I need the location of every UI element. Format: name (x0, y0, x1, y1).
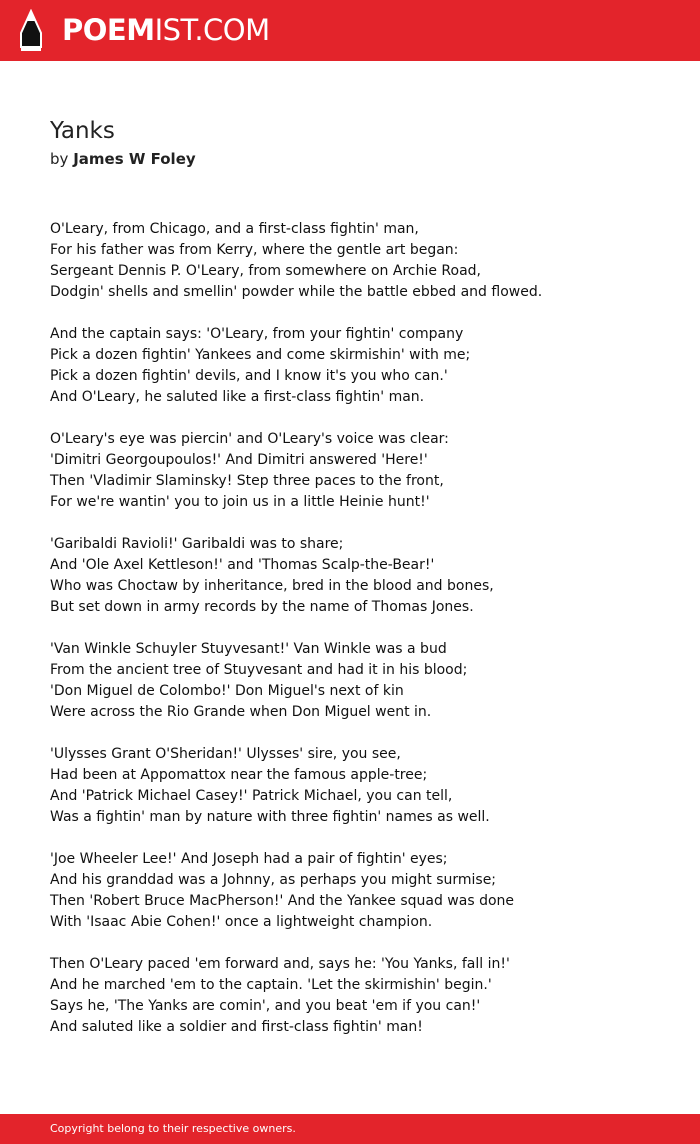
poem-title: Yanks (50, 118, 115, 144)
poem-line: 'Garibaldi Ravioli!' Garibaldi was to share; (50, 536, 344, 552)
copyright-notice: Copyright belong to their respective owners. (50, 1122, 296, 1135)
pencil-icon[interactable] (17, 9, 45, 53)
poem-line: Then 'Robert Bruce MacPherson!' And the Yankee squad was done (50, 893, 515, 909)
poem-line: And O'Leary, he saluted like a first-class fightin' man. (50, 389, 425, 405)
poem-line: From the ancient tree of Stuyvesant and had it in his blood; (50, 662, 468, 678)
poem-line: 'Van Winkle Schuyler Stuyvesant!' Van Winkle was a bud (50, 641, 447, 657)
poem-author: James W Foley (73, 150, 196, 168)
poem-stanza (50, 324, 680, 408)
poem-body (50, 219, 680, 1059)
poem-stanza (50, 954, 680, 1038)
poem-line: And he marched 'em to the captain. 'Let the skirmishin' begin.' (50, 977, 492, 993)
poem-line: And 'Patrick Michael Casey!' Patrick Michael, you can tell, (50, 788, 453, 804)
poem-line: Then O'Leary paced 'em forward and, says he: 'You Yanks, fall in!' (50, 956, 510, 972)
poem-line: For we're wantin' you to join us in a little Heinie hunt!' (50, 494, 430, 510)
poem-stanza (50, 429, 680, 513)
poem-line: 'Dimitri Georgoupoulos!' And Dimitri answered 'Here!' (50, 452, 428, 468)
poem-line: Were across the Rio Grande when Don Miguel went in. (50, 704, 432, 720)
poem-line: And the captain says: 'O'Leary, from your fightin' company (50, 326, 464, 342)
poem-line: Was a fightin' man by nature with three fightin' names as well. (50, 809, 490, 825)
site-logo[interactable] (62, 12, 270, 48)
poem-line: Says he, 'The Yanks are comin', and you beat 'em if you can!' (50, 998, 481, 1014)
poem-line: 'Joe Wheeler Lee!' And Joseph had a pair of fightin' eyes; (50, 851, 448, 867)
poem-line: With 'Isaac Abie Cohen!' once a lightweight champion. (50, 914, 433, 930)
site-header (0, 0, 700, 61)
poem-line: Dodgin' shells and smellin' powder while the battle ebbed and flowed. (50, 284, 543, 300)
poem-line: 'Don Miguel de Colombo!' Don Miguel's next of kin (50, 683, 404, 699)
poem-line: 'Ulysses Grant O'Sheridan!' Ulysses' sire, you see, (50, 746, 401, 762)
poem-line: But set down in army records by the name of Thomas Jones. (50, 599, 474, 615)
poem-line: And saluted like a soldier and first-class fightin' man! (50, 1019, 423, 1035)
poem-line: And 'Ole Axel Kettleson!' and 'Thomas Scalp-the-Bear!' (50, 557, 435, 573)
poem-stanza (50, 534, 680, 618)
poem-stanza (50, 219, 680, 303)
site-footer (0, 1114, 700, 1144)
poem-stanza (50, 744, 680, 828)
poem-line: O'Leary, from Chicago, and a first-class fightin' man, (50, 221, 419, 237)
poem-line: Pick a dozen fightin' Yankees and come skirmishin' with me; (50, 347, 471, 363)
poem-line: Sergeant Dennis P. O'Leary, from somewhere on Archie Road, (50, 263, 481, 279)
poem-byline (50, 149, 196, 169)
by-label: by (50, 150, 69, 168)
poem-line: Pick a dozen fightin' devils, and I know it's you who can.' (50, 368, 448, 384)
poem-line: For his father was from Kerry, where the gentle art began: (50, 242, 459, 258)
poem-stanza (50, 639, 680, 723)
logo-light-text: IST.COM (154, 13, 270, 47)
logo-bold-text: POEM (62, 13, 155, 47)
poem-line: Who was Choctaw by inheritance, bred in the blood and bones, (50, 578, 494, 594)
poem-line: Had been at Appomattox near the famous apple-tree; (50, 767, 428, 783)
poem-line: And his granddad was a Johnny, as perhaps you might surmise; (50, 872, 497, 888)
poem-stanza (50, 849, 680, 933)
poem-line: Then 'Vladimir Slaminsky! Step three paces to the front, (50, 473, 444, 489)
poem-line: O'Leary's eye was piercin' and O'Leary's voice was clear: (50, 431, 449, 447)
